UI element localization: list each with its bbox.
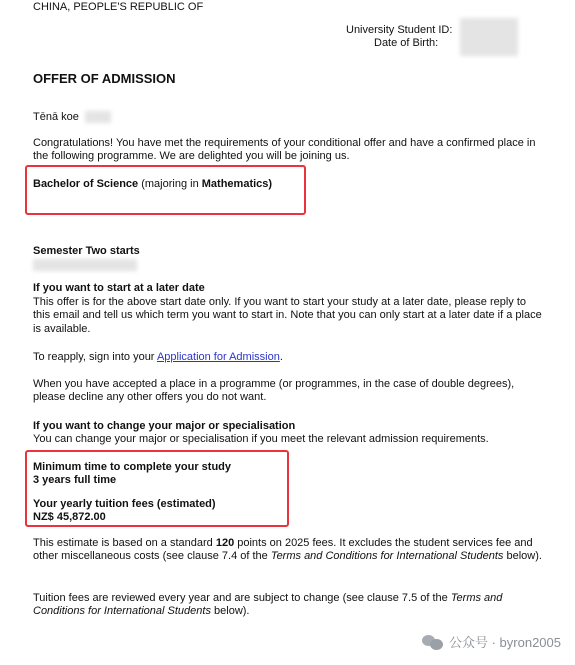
programme-highlight-box bbox=[25, 165, 306, 215]
reapply-suffix: . bbox=[279, 351, 283, 363]
student-id-label: University Student ID: bbox=[346, 24, 453, 36]
estimate-terms: Terms and Conditions for International Students bbox=[270, 550, 504, 563]
reapply-prefix: To reapply, sign into your bbox=[33, 351, 155, 363]
semester-heading: Semester Two starts bbox=[33, 245, 140, 257]
redacted-personal-info bbox=[460, 18, 518, 56]
reapply-line bbox=[33, 351, 283, 364]
watermark-text: 公众号 · byron2005 bbox=[449, 635, 561, 650]
majoring-in-text: majoring in bbox=[144, 178, 199, 190]
accepted-paragraph: When you have accepted a place in a programme (or programmes, in the case of double degrees), please decline any other offers you do not want. bbox=[33, 378, 515, 404]
dob-label: Date of Birth: bbox=[374, 37, 439, 49]
watermark bbox=[422, 632, 561, 651]
change-major-paragraph: You can change your major or specialisation if you meet the relevant admission requirements. bbox=[33, 433, 489, 445]
fees-heading: Your yearly tuition fees (estimated) bbox=[33, 498, 216, 510]
redacted-name bbox=[85, 111, 111, 123]
change-major-heading: If you want to change your major or specialisation bbox=[33, 420, 296, 432]
estimate-points: 120 bbox=[215, 537, 235, 549]
reviewed-terms: Terms and Conditions for International Students bbox=[33, 592, 503, 618]
wechat-icon bbox=[422, 634, 444, 650]
estimate-text-2: points on 2025 fees. It excludes the student services fee and other miscellaneous costs (see clause 7.4 of the bbox=[33, 537, 533, 563]
reviewed-text-1: Tuition fees are reviewed every year and are subject to change (see clause 7.5 of the bbox=[33, 592, 448, 604]
estimate-paragraph bbox=[33, 537, 543, 564]
reviewed-text-2: below). bbox=[214, 605, 250, 618]
min-time-heading: Minimum time to complete your study bbox=[33, 461, 232, 473]
min-time-value: 3 years full time bbox=[33, 474, 117, 486]
application-for-admission-link[interactable]: Application for Admission bbox=[156, 351, 280, 363]
reviewed-paragraph bbox=[33, 592, 543, 619]
paren-open: ( bbox=[141, 178, 145, 190]
page-title: OFFER OF ADMISSION bbox=[33, 71, 176, 86]
major-name: Mathematics bbox=[201, 178, 269, 190]
greeting-text: Tēnā koe bbox=[33, 111, 79, 123]
estimate-text-1: This estimate is based on a standard bbox=[33, 537, 213, 549]
congratulations-paragraph: Congratulations! You have met the requirements of your conditional offer and have a confirmed place in the following programme. We are delighted you will be joining us. bbox=[33, 137, 536, 163]
duration-fees-highlight-box bbox=[25, 450, 289, 527]
paren-close: ) bbox=[268, 178, 273, 190]
country-line: CHINA, PEOPLE'S REPUBLIC OF bbox=[33, 1, 204, 13]
later-date-paragraph: This offer is for the above start date only. If you want to start your study at a later date, please reply to this email and tell us which term you want to start in. Note that you can only start at a later date if a place is available. bbox=[33, 296, 542, 335]
redacted-start-date bbox=[33, 259, 137, 271]
later-date-heading: If you want to start at a later date bbox=[33, 282, 205, 294]
estimate-text-3: below). bbox=[506, 550, 542, 563]
degree-name: Bachelor of Science bbox=[33, 178, 139, 190]
fees-value: NZ$ 45,872.00 bbox=[33, 511, 106, 523]
greeting bbox=[33, 111, 111, 124]
